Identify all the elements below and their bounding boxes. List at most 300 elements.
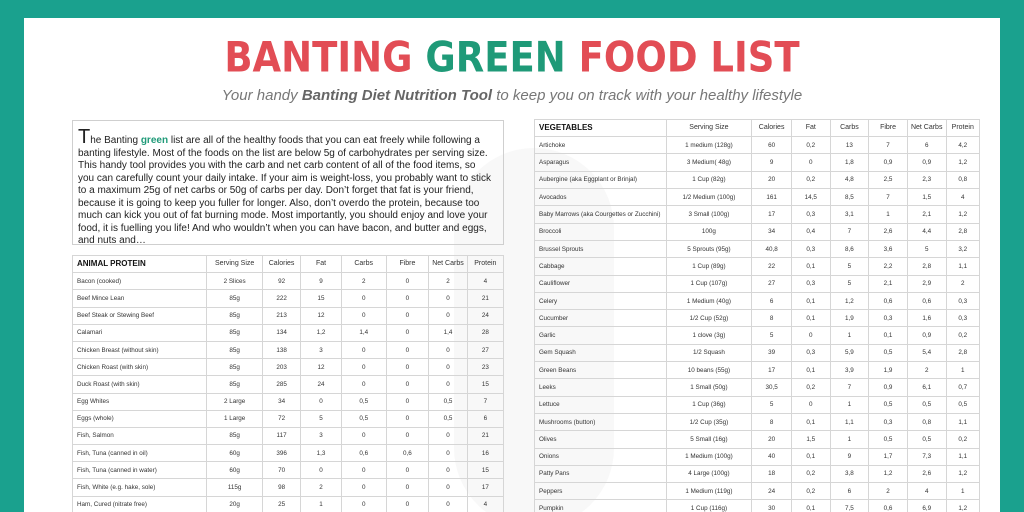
nutrition-cell: 1,4 bbox=[429, 324, 467, 341]
nutrition-cell: 2,6 bbox=[869, 223, 908, 240]
nutrition-cell: 5,9 bbox=[830, 344, 869, 361]
nutrition-cell: 0,1 bbox=[791, 292, 830, 309]
nutrition-cell: 3,1 bbox=[830, 206, 869, 223]
nutrition-cell: 2,8 bbox=[946, 344, 979, 361]
title-part-2: GREEN bbox=[425, 33, 566, 82]
nutrition-cell: 5,4 bbox=[907, 344, 946, 361]
nutrition-cell: 1,1 bbox=[946, 413, 979, 430]
nutrition-cell: 0 bbox=[429, 462, 467, 479]
nutrition-cell: 0,5 bbox=[907, 431, 946, 448]
food-name-cell: Beef Mince Lean bbox=[73, 290, 207, 307]
table-row bbox=[73, 273, 504, 290]
nutrition-cell: 14,5 bbox=[791, 189, 830, 206]
nutrition-cell: 85g bbox=[207, 376, 262, 393]
food-name-cell: Avocados bbox=[535, 189, 667, 206]
nutrition-cell: 9 bbox=[301, 273, 342, 290]
nutrition-cell: 0,9 bbox=[869, 154, 908, 171]
subtitle-pre: Your handy bbox=[221, 87, 302, 104]
column-header: Fibre bbox=[869, 120, 908, 137]
food-list-sheet bbox=[24, 18, 1000, 512]
food-name-cell: Mushrooms (button) bbox=[535, 413, 667, 430]
nutrition-cell: 23 bbox=[467, 359, 503, 376]
nutrition-cell: 21 bbox=[467, 427, 503, 444]
table-row bbox=[535, 137, 980, 154]
nutrition-cell: 0,2 bbox=[946, 431, 979, 448]
nutrition-cell: 4 Large (100g) bbox=[666, 465, 752, 482]
nutrition-cell: 0,3 bbox=[791, 240, 830, 257]
column-header: Fat bbox=[301, 256, 342, 273]
nutrition-cell: 0,3 bbox=[791, 344, 830, 361]
nutrition-cell: 1,9 bbox=[869, 362, 908, 379]
table-row bbox=[535, 344, 980, 361]
column-header: Calories bbox=[752, 120, 792, 137]
nutrition-cell: 1 Small (50g) bbox=[666, 379, 752, 396]
column-header: Protein bbox=[946, 120, 979, 137]
column-header: Serving Size bbox=[666, 120, 752, 137]
nutrition-cell: 0,5 bbox=[341, 393, 386, 410]
nutrition-cell: 138 bbox=[262, 341, 300, 358]
nutrition-cell: 27 bbox=[752, 275, 792, 292]
nutrition-cell: 1,7 bbox=[869, 448, 908, 465]
food-name-cell: Pumpkin bbox=[535, 500, 667, 512]
food-name-cell: Celery bbox=[535, 292, 667, 309]
page-subtitle bbox=[24, 87, 1000, 104]
table-row bbox=[535, 171, 980, 188]
table-row bbox=[73, 393, 504, 410]
column-header: Carbs bbox=[830, 120, 869, 137]
nutrition-cell: 40,8 bbox=[752, 240, 792, 257]
nutrition-cell: 0 bbox=[791, 396, 830, 413]
nutrition-cell: 0,6 bbox=[869, 292, 908, 309]
food-name-cell: Lettuce bbox=[535, 396, 667, 413]
food-name-cell: Fish, Tuna (canned in water) bbox=[73, 462, 207, 479]
nutrition-cell: 24 bbox=[301, 376, 342, 393]
intro-text-1: he Banting bbox=[90, 135, 141, 146]
nutrition-cell: 4 bbox=[907, 483, 946, 500]
nutrition-cell: 0 bbox=[341, 341, 386, 358]
nutrition-cell: 13 bbox=[830, 137, 869, 154]
food-name-cell: Calamari bbox=[73, 324, 207, 341]
nutrition-cell: 8 bbox=[752, 310, 792, 327]
food-name-cell: Gem Squash bbox=[535, 344, 667, 361]
nutrition-cell: 0 bbox=[386, 273, 429, 290]
nutrition-cell: 0,6 bbox=[341, 445, 386, 462]
nutrition-cell: 7,5 bbox=[830, 500, 869, 512]
table-row bbox=[73, 427, 504, 444]
table-row bbox=[535, 292, 980, 309]
table-row bbox=[535, 431, 980, 448]
table-row bbox=[73, 462, 504, 479]
nutrition-cell: 0 bbox=[386, 462, 429, 479]
title-part-1: BANTING bbox=[224, 33, 426, 82]
nutrition-cell: 3,6 bbox=[869, 240, 908, 257]
nutrition-cell: 8,6 bbox=[830, 240, 869, 257]
food-name-cell: Ham, Cured (nitrate free) bbox=[73, 496, 207, 512]
nutrition-cell: 2 Slices bbox=[207, 273, 262, 290]
nutrition-cell: 0,6 bbox=[907, 292, 946, 309]
nutrition-cell: 1/2 Squash bbox=[666, 344, 752, 361]
nutrition-cell: 0,2 bbox=[791, 379, 830, 396]
nutrition-cell: 1 clove (3g) bbox=[666, 327, 752, 344]
nutrition-cell: 117 bbox=[262, 427, 300, 444]
nutrition-cell: 2,5 bbox=[869, 171, 908, 188]
nutrition-cell: 17 bbox=[467, 479, 503, 496]
nutrition-cell: 2,2 bbox=[869, 258, 908, 275]
nutrition-cell: 1,5 bbox=[907, 189, 946, 206]
nutrition-cell: 0 bbox=[429, 479, 467, 496]
food-name-cell: Aubergine (aka Eggplant or Brinjal) bbox=[535, 171, 667, 188]
nutrition-cell: 0 bbox=[429, 290, 467, 307]
table-row bbox=[535, 465, 980, 482]
nutrition-cell: 222 bbox=[262, 290, 300, 307]
nutrition-cell: 85g bbox=[207, 324, 262, 341]
nutrition-cell: 0 bbox=[386, 307, 429, 324]
nutrition-cell: 0 bbox=[341, 359, 386, 376]
nutrition-cell: 1,2 bbox=[946, 465, 979, 482]
nutrition-cell: 85g bbox=[207, 341, 262, 358]
nutrition-cell: 10 beans (55g) bbox=[666, 362, 752, 379]
nutrition-cell: 0,1 bbox=[791, 362, 830, 379]
nutrition-cell: 6,1 bbox=[907, 379, 946, 396]
table-row bbox=[535, 154, 980, 171]
table-row bbox=[73, 410, 504, 427]
nutrition-cell: 0,2 bbox=[791, 171, 830, 188]
nutrition-cell: 4 bbox=[467, 496, 503, 512]
nutrition-cell: 98 bbox=[262, 479, 300, 496]
column-header: Serving Size bbox=[207, 256, 262, 273]
nutrition-cell: 0,8 bbox=[946, 171, 979, 188]
nutrition-cell: 7 bbox=[869, 137, 908, 154]
nutrition-cell: 15 bbox=[301, 290, 342, 307]
column-header: Fibre bbox=[386, 256, 429, 273]
intro-text-box bbox=[72, 120, 504, 245]
nutrition-cell: 0 bbox=[386, 393, 429, 410]
nutrition-cell: 0,8 bbox=[907, 413, 946, 430]
nutrition-cell: 16 bbox=[467, 445, 503, 462]
nutrition-cell: 7 bbox=[830, 223, 869, 240]
title-part-3: FOOD LIST bbox=[565, 33, 800, 82]
vegetables-heading: VEGETABLES bbox=[535, 120, 667, 137]
nutrition-cell: 15 bbox=[467, 462, 503, 479]
vegetables-table bbox=[534, 119, 980, 512]
nutrition-cell: 5 bbox=[830, 275, 869, 292]
nutrition-cell: 115g bbox=[207, 479, 262, 496]
nutrition-cell: 12 bbox=[301, 359, 342, 376]
food-name-cell: Broccoli bbox=[535, 223, 667, 240]
nutrition-cell: 0 bbox=[341, 462, 386, 479]
food-name-cell: Chicken Roast (with skin) bbox=[73, 359, 207, 376]
nutrition-cell: 1,2 bbox=[830, 292, 869, 309]
nutrition-cell: 21 bbox=[467, 290, 503, 307]
table-row bbox=[535, 327, 980, 344]
table-row bbox=[535, 379, 980, 396]
food-name-cell: Cauliflower bbox=[535, 275, 667, 292]
nutrition-cell: 17 bbox=[752, 206, 792, 223]
nutrition-cell: 4 bbox=[946, 189, 979, 206]
nutrition-cell: 0 bbox=[429, 427, 467, 444]
nutrition-cell: 0,4 bbox=[791, 223, 830, 240]
nutrition-cell: 1,5 bbox=[791, 431, 830, 448]
nutrition-cell: 1,3 bbox=[301, 445, 342, 462]
nutrition-cell: 6,9 bbox=[907, 500, 946, 512]
nutrition-cell: 0,5 bbox=[429, 393, 467, 410]
nutrition-cell: 2 Large bbox=[207, 393, 262, 410]
page-title bbox=[24, 33, 1000, 81]
food-name-cell: Green Beans bbox=[535, 362, 667, 379]
nutrition-cell: 0,6 bbox=[386, 445, 429, 462]
nutrition-cell: 1 bbox=[301, 496, 342, 512]
nutrition-cell: 2 bbox=[869, 483, 908, 500]
nutrition-cell: 0,3 bbox=[946, 310, 979, 327]
nutrition-cell: 203 bbox=[262, 359, 300, 376]
table-row bbox=[73, 341, 504, 358]
table-row bbox=[73, 359, 504, 376]
nutrition-cell: 1,2 bbox=[301, 324, 342, 341]
table-row bbox=[535, 483, 980, 500]
nutrition-cell: 12 bbox=[301, 307, 342, 324]
nutrition-cell: 3 Medium( 48g) bbox=[666, 154, 752, 171]
nutrition-cell: 1,1 bbox=[946, 258, 979, 275]
nutrition-cell: 0 bbox=[429, 496, 467, 512]
nutrition-cell: 1 Cup (107g) bbox=[666, 275, 752, 292]
nutrition-cell: 5 bbox=[907, 240, 946, 257]
nutrition-cell: 1 Cup (89g) bbox=[666, 258, 752, 275]
nutrition-cell: 0,3 bbox=[791, 275, 830, 292]
nutrition-cell: 0 bbox=[341, 496, 386, 512]
nutrition-cell: 3,8 bbox=[830, 465, 869, 482]
food-name-cell: Beef Steak or Stewing Beef bbox=[73, 307, 207, 324]
nutrition-cell: 40 bbox=[752, 448, 792, 465]
nutrition-cell: 2 bbox=[946, 275, 979, 292]
nutrition-cell: 1 bbox=[946, 483, 979, 500]
food-name-cell: Baby Marrows (aka Courgettes or Zucchini) bbox=[535, 206, 667, 223]
nutrition-cell: 0,9 bbox=[907, 327, 946, 344]
table-row bbox=[73, 445, 504, 462]
nutrition-cell: 6 bbox=[830, 483, 869, 500]
nutrition-cell: 2,1 bbox=[907, 206, 946, 223]
nutrition-cell: 0,2 bbox=[946, 327, 979, 344]
food-name-cell: Onions bbox=[535, 448, 667, 465]
nutrition-cell: 1 Large bbox=[207, 410, 262, 427]
intro-green-word: green bbox=[140, 135, 169, 146]
nutrition-cell: 3 bbox=[301, 341, 342, 358]
food-name-cell: Egg Whites bbox=[73, 393, 207, 410]
nutrition-cell: 0,1 bbox=[791, 500, 830, 512]
nutrition-cell: 0,3 bbox=[791, 206, 830, 223]
column-header: Net Carbs bbox=[907, 120, 946, 137]
food-name-cell: Asparagus bbox=[535, 154, 667, 171]
nutrition-cell: 0 bbox=[341, 376, 386, 393]
nutrition-cell: 0 bbox=[386, 290, 429, 307]
table-row bbox=[535, 413, 980, 430]
nutrition-cell: 3,9 bbox=[830, 362, 869, 379]
table-row bbox=[535, 448, 980, 465]
nutrition-cell: 20 bbox=[752, 431, 792, 448]
nutrition-cell: 0,5 bbox=[341, 410, 386, 427]
nutrition-cell: 30 bbox=[752, 500, 792, 512]
food-name-cell: Brussel Sprouts bbox=[535, 240, 667, 257]
nutrition-cell: 9 bbox=[830, 448, 869, 465]
nutrition-cell: 0 bbox=[429, 376, 467, 393]
column-header: Protein bbox=[467, 256, 503, 273]
nutrition-cell: 34 bbox=[262, 393, 300, 410]
food-name-cell: Fish, White (e.g. hake, sole) bbox=[73, 479, 207, 496]
nutrition-cell: 7 bbox=[830, 379, 869, 396]
nutrition-cell: 1 bbox=[869, 206, 908, 223]
nutrition-cell: 0,1 bbox=[791, 413, 830, 430]
nutrition-cell: 0 bbox=[429, 445, 467, 462]
nutrition-cell: 3 bbox=[301, 427, 342, 444]
table-row bbox=[73, 479, 504, 496]
nutrition-cell: 0 bbox=[429, 359, 467, 376]
nutrition-cell: 5 bbox=[752, 396, 792, 413]
nutrition-cell: 5 bbox=[301, 410, 342, 427]
animal-heading: ANIMAL PROTEIN bbox=[73, 256, 207, 273]
nutrition-cell: 1 bbox=[946, 362, 979, 379]
nutrition-cell: 1/2 Cup (35g) bbox=[666, 413, 752, 430]
food-name-cell: Eggs (whole) bbox=[73, 410, 207, 427]
nutrition-cell: 85g bbox=[207, 290, 262, 307]
table-row bbox=[535, 500, 980, 512]
food-name-cell: Fish, Salmon bbox=[73, 427, 207, 444]
nutrition-cell: 396 bbox=[262, 445, 300, 462]
nutrition-cell: 85g bbox=[207, 307, 262, 324]
table-row bbox=[73, 496, 504, 512]
nutrition-cell: 1/2 Medium (100g) bbox=[666, 189, 752, 206]
nutrition-cell: 2,1 bbox=[869, 275, 908, 292]
nutrition-cell: 7,3 bbox=[907, 448, 946, 465]
nutrition-cell: 25 bbox=[262, 496, 300, 512]
table-row bbox=[535, 189, 980, 206]
nutrition-cell: 1 Cup (36g) bbox=[666, 396, 752, 413]
nutrition-cell: 2,6 bbox=[907, 465, 946, 482]
nutrition-cell: 15 bbox=[467, 376, 503, 393]
nutrition-cell: 5 Sprouts (95g) bbox=[666, 240, 752, 257]
nutrition-cell: 70 bbox=[262, 462, 300, 479]
nutrition-cell: 0,1 bbox=[791, 310, 830, 327]
food-name-cell: Leeks bbox=[535, 379, 667, 396]
nutrition-cell: 20g bbox=[207, 496, 262, 512]
nutrition-cell: 1/2 Cup (52g) bbox=[666, 310, 752, 327]
nutrition-cell: 0,1 bbox=[869, 327, 908, 344]
nutrition-cell: 5 bbox=[752, 327, 792, 344]
nutrition-cell: 0 bbox=[301, 393, 342, 410]
column-header: Net Carbs bbox=[429, 256, 467, 273]
nutrition-cell: 1 Medium (100g) bbox=[666, 448, 752, 465]
nutrition-cell: 1,1 bbox=[946, 448, 979, 465]
table-row bbox=[73, 324, 504, 341]
nutrition-cell: 1,2 bbox=[869, 465, 908, 482]
food-name-cell: Peppers bbox=[535, 483, 667, 500]
nutrition-cell: 0,2 bbox=[791, 465, 830, 482]
nutrition-cell: 60g bbox=[207, 462, 262, 479]
nutrition-cell: 1,2 bbox=[946, 500, 979, 512]
nutrition-cell: 24 bbox=[752, 483, 792, 500]
nutrition-cell: 1 medium (128g) bbox=[666, 137, 752, 154]
nutrition-cell: 85g bbox=[207, 359, 262, 376]
nutrition-cell: 18 bbox=[752, 465, 792, 482]
nutrition-cell: 0 bbox=[386, 496, 429, 512]
nutrition-cell: 0,2 bbox=[791, 483, 830, 500]
nutrition-cell: 92 bbox=[262, 273, 300, 290]
table-header-row bbox=[73, 256, 504, 273]
nutrition-cell: 0 bbox=[341, 290, 386, 307]
nutrition-cell: 1,9 bbox=[830, 310, 869, 327]
nutrition-cell: 0,5 bbox=[429, 410, 467, 427]
nutrition-cell: 0,9 bbox=[869, 379, 908, 396]
nutrition-cell: 7 bbox=[869, 189, 908, 206]
nutrition-cell: 1,8 bbox=[830, 154, 869, 171]
nutrition-cell: 0,5 bbox=[869, 396, 908, 413]
nutrition-cell: 2,8 bbox=[907, 258, 946, 275]
nutrition-cell: 0 bbox=[386, 479, 429, 496]
nutrition-cell: 4 bbox=[467, 273, 503, 290]
nutrition-cell: 0,3 bbox=[946, 292, 979, 309]
nutrition-cell: 3,2 bbox=[946, 240, 979, 257]
nutrition-cell: 0,5 bbox=[869, 344, 908, 361]
nutrition-cell: 1,6 bbox=[907, 310, 946, 327]
subtitle-bold: Banting Diet Nutrition Tool bbox=[301, 87, 493, 104]
nutrition-cell: 24 bbox=[467, 307, 503, 324]
nutrition-cell: 1,4 bbox=[341, 324, 386, 341]
nutrition-cell: 0 bbox=[341, 427, 386, 444]
nutrition-cell: 2,8 bbox=[946, 223, 979, 240]
nutrition-cell: 9 bbox=[752, 154, 792, 171]
nutrition-cell: 5 Small (16g) bbox=[666, 431, 752, 448]
nutrition-cell: 0 bbox=[429, 341, 467, 358]
nutrition-cell: 1 Cup (116g) bbox=[666, 500, 752, 512]
nutrition-cell: 2,9 bbox=[907, 275, 946, 292]
table-row bbox=[535, 223, 980, 240]
table-row bbox=[535, 240, 980, 257]
nutrition-cell: 2,3 bbox=[907, 171, 946, 188]
nutrition-cell: 2 bbox=[907, 362, 946, 379]
column-header: Carbs bbox=[341, 256, 386, 273]
nutrition-cell: 6 bbox=[467, 410, 503, 427]
nutrition-cell: 0 bbox=[301, 462, 342, 479]
food-name-cell: Chicken Breast (without skin) bbox=[73, 341, 207, 358]
nutrition-cell: 1,2 bbox=[946, 206, 979, 223]
table-row bbox=[73, 290, 504, 307]
nutrition-cell: 1 bbox=[830, 327, 869, 344]
nutrition-cell: 0,7 bbox=[946, 379, 979, 396]
nutrition-cell: 7 bbox=[467, 393, 503, 410]
intro-text-2: list are all of the healthy foods that you can eat freely while following a banting lifestyle. Most of the foods on the list are below 5g of carbohydrates per serving size. This handy tool provides you with the carb and net carb content of all of the food items, so you can carefully count your daily intake. If your aim is weight-loss, you probably want to stick to a maximum 25g of net carbs or 50g of carbs per day. Don’t forget that fat is your friend, because it is going to keep you fuller for longer. Also, don’t overdo the protein, because too much can kick you out of fat burning mode. Most importantly, you should enjoy and love your food, it is fuelling you life! And who wouldn’t when you can have bacon, and butter and eggs, and nuts and… bbox=[78, 135, 491, 245]
nutrition-cell: 0 bbox=[791, 154, 830, 171]
table-row bbox=[73, 307, 504, 324]
column-header: Calories bbox=[262, 256, 300, 273]
nutrition-cell: 85g bbox=[207, 427, 262, 444]
nutrition-cell: 1 Medium (119g) bbox=[666, 483, 752, 500]
food-name-cell: Cucumber bbox=[535, 310, 667, 327]
nutrition-cell: 20 bbox=[752, 171, 792, 188]
nutrition-cell: 0,1 bbox=[791, 448, 830, 465]
table-row bbox=[535, 206, 980, 223]
nutrition-cell: 0 bbox=[386, 359, 429, 376]
nutrition-cell: 1 Medium (40g) bbox=[666, 292, 752, 309]
nutrition-cell: 0 bbox=[386, 376, 429, 393]
table-header-row bbox=[535, 120, 980, 137]
nutrition-cell: 0,5 bbox=[907, 396, 946, 413]
nutrition-cell: 4,4 bbox=[907, 223, 946, 240]
nutrition-cell: 30,5 bbox=[752, 379, 792, 396]
food-name-cell: Bacon (cooked) bbox=[73, 273, 207, 290]
nutrition-cell: 0 bbox=[341, 479, 386, 496]
nutrition-cell: 134 bbox=[262, 324, 300, 341]
nutrition-cell: 2 bbox=[429, 273, 467, 290]
nutrition-cell: 72 bbox=[262, 410, 300, 427]
nutrition-cell: 213 bbox=[262, 307, 300, 324]
